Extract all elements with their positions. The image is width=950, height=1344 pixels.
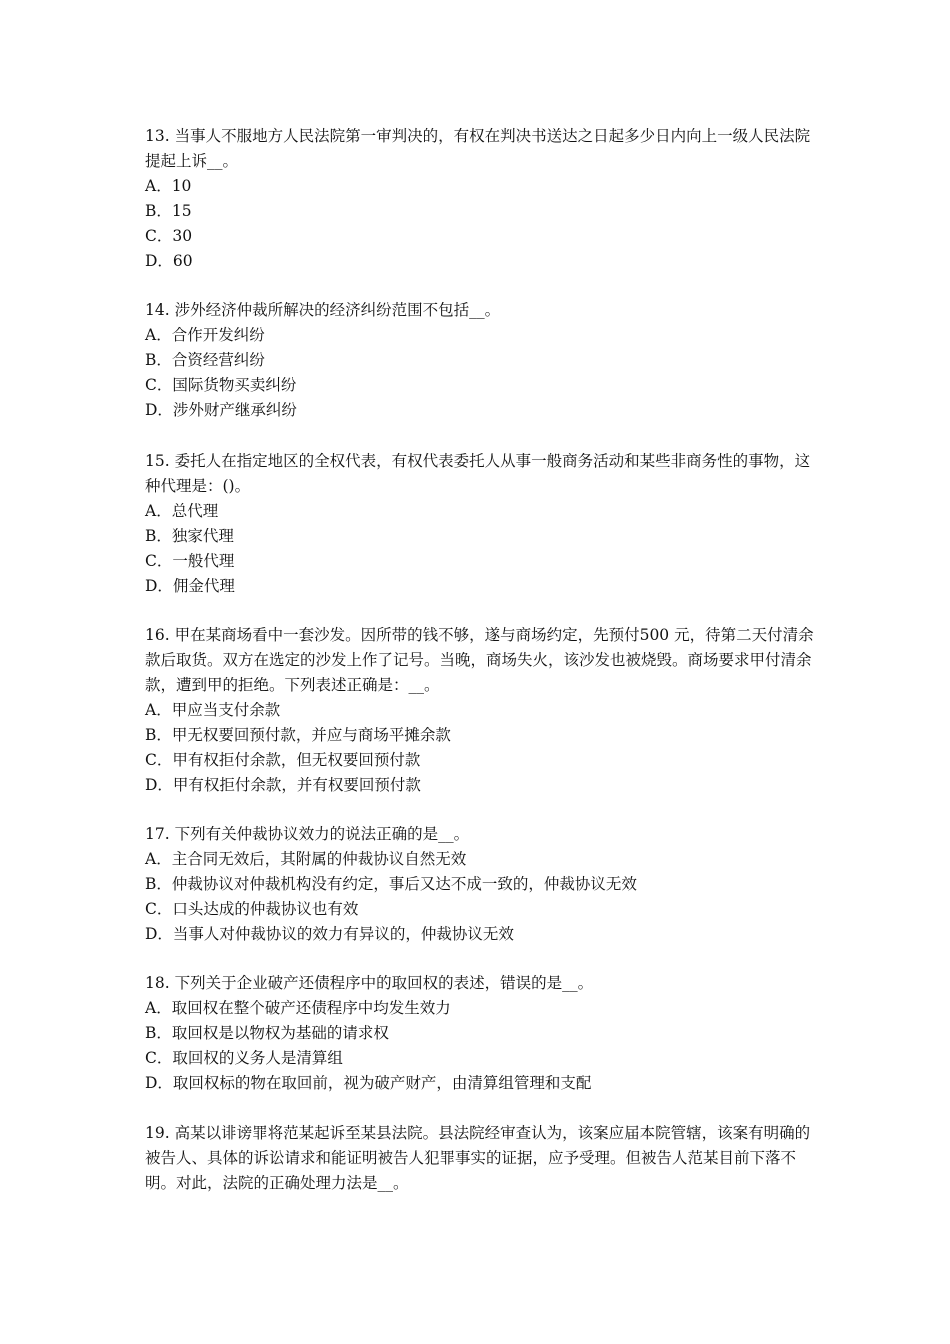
question-16 [145, 623, 825, 798]
option-list [145, 323, 825, 423]
option-a: A．甲应当支付余款 [145, 701, 281, 719]
option-list [145, 174, 825, 274]
option-d: D．取回权标的物在取回前，视为破产财产，由清算组管理和支配 [145, 1074, 592, 1092]
question-stem: 17. 下列有关仲裁协议效力的说法正确的是__。 [145, 825, 470, 843]
option-b: B．合资经营纠纷 [145, 351, 265, 369]
option-c: C．国际货物买卖纠纷 [145, 376, 297, 394]
question-stem: 18. 下列关于企业破产还债程序中的取回权的表述，错误的是__。 [145, 974, 594, 992]
option-list [145, 698, 825, 798]
option-a: A．合作开发纠纷 [145, 326, 265, 344]
question-stem: 14. 涉外经济仲裁所解决的经济纠纷范围不包括__。 [145, 301, 501, 319]
option-a: A．取回权在整个破产还债程序中均发生效力 [145, 999, 451, 1017]
question-stem: 16. 甲在某商场看中一套沙发。因所带的钱不够，遂与商场约定，先预付500 元，待第二天付清余款后取货。双方在选定的沙发上作了记号。当晚，商场失火，该沙发也被烧毁。商场要求甲付清余款，遭到甲的拒绝。下列表述正确是：__。 [145, 626, 814, 694]
question-stem: 15. 委托人在指定地区的全权代表，有权代表委托人从事一般商务活动和某些非商务性的事物，这种代理是：()。 [145, 452, 811, 495]
question-19 [145, 1121, 825, 1196]
option-c: C．一般代理 [145, 552, 235, 570]
question-13 [145, 124, 825, 274]
option-a: A．主合同无效后，其附属的仲裁协议自然无效 [145, 850, 467, 868]
option-d: D．佣金代理 [145, 577, 235, 595]
option-list [145, 996, 825, 1096]
option-b: B．甲无权要回预付款，并应与商场平摊余款 [145, 726, 451, 744]
option-c: C．甲有权拒付余款，但无权要回预付款 [145, 751, 421, 769]
option-a: A．总代理 [145, 502, 219, 520]
question-stem: 13. 当事人不服地方人民法院第一审判决的，有权在判决书送达之日起多少日内向上一级人民法院提起上诉__。 [145, 127, 811, 170]
option-b: B．15 [145, 202, 192, 220]
question-15 [145, 449, 825, 599]
option-list [145, 499, 825, 599]
option-b: B．独家代理 [145, 527, 234, 545]
option-b: B．取回权是以物权为基础的请求权 [145, 1024, 389, 1042]
option-c: C．取回权的义务人是清算组 [145, 1049, 343, 1067]
option-a: A．10 [145, 177, 192, 195]
question-18 [145, 971, 825, 1096]
question-17 [145, 822, 825, 947]
option-c: C．30 [145, 227, 193, 245]
option-c: C．口头达成的仲裁协议也有效 [145, 900, 359, 918]
option-d: D．涉外财产继承纠纷 [145, 401, 297, 419]
option-list [145, 847, 825, 947]
option-d: D．甲有权拒付余款，并有权要回预付款 [145, 776, 421, 794]
question-stem: 19. 高某以诽谤罪将范某起诉至某县法院。县法院经审查认为，该案应届本院管辖，该案有明确的被告人、具体的诉讼请求和能证明被告人犯罪事实的证据，应予受理。但被告人范某目前下落不明。对此，法院的正确处理力法是__。 [145, 1124, 811, 1192]
option-d: D．60 [145, 252, 193, 270]
option-d: D．当事人对仲裁协议的效力有异议的，仲裁协议无效 [145, 925, 514, 943]
option-b: B．仲裁协议对仲裁机构没有约定，事后又达不成一致的，仲裁协议无效 [145, 875, 637, 893]
question-14 [145, 298, 825, 423]
